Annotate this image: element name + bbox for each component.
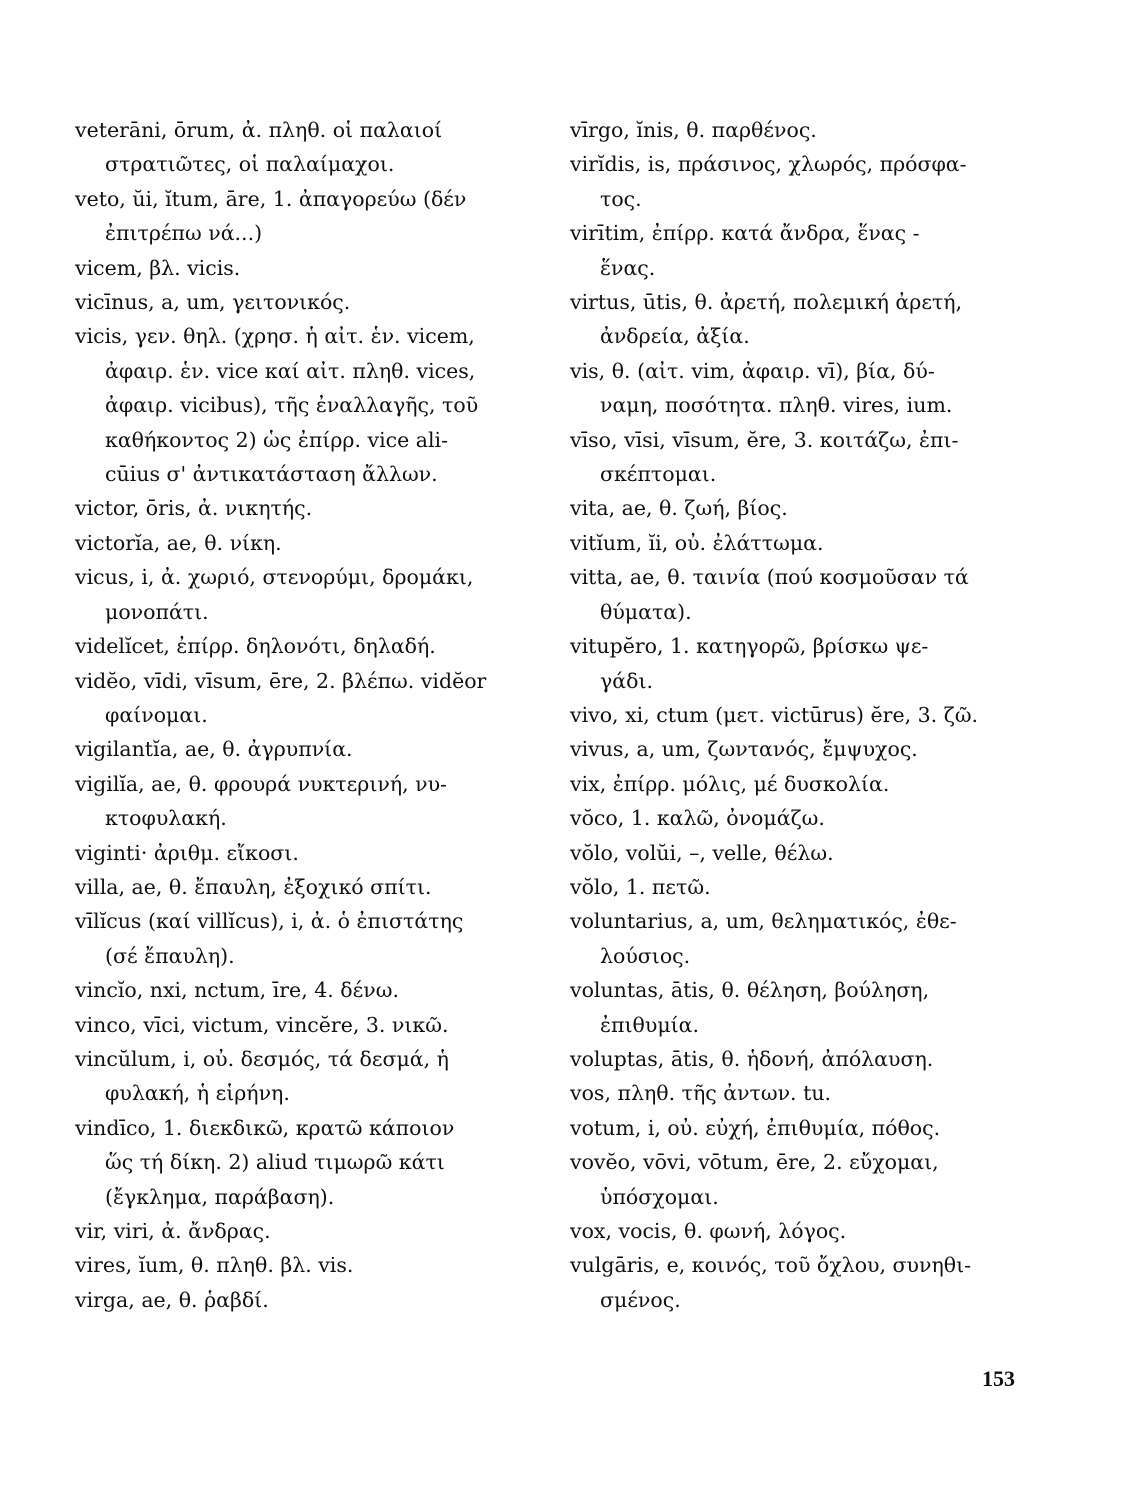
dictionary-entry xyxy=(570,767,1040,801)
entry-headline: vŏlo, volŭi, –, velle, θέλω. xyxy=(570,840,834,865)
dictionary-entry xyxy=(570,1214,1040,1248)
entry-headline: vulgāris, e, κοινός, τοῦ ὄχλου, συνηθι- xyxy=(570,1253,972,1278)
dictionary-entry xyxy=(75,1008,545,1042)
dictionary-entry xyxy=(75,904,545,973)
right-column xyxy=(570,113,1040,1317)
entry-continuation: ναμη, ποσότητα. πληθ. vires, ium. xyxy=(600,393,953,418)
entry-headline: vitta, ae, θ. ταινία (πού κοσμοῦσαν τά xyxy=(570,565,969,590)
dictionary-entry xyxy=(75,870,545,904)
entry-headline: vigilantĭa, ae, θ. ἀγρυπνία. xyxy=(75,737,353,762)
entry-headline: vox, vocis, θ. φωνή, λόγος. xyxy=(570,1219,847,1243)
entry-continuation: ἀφαιρ. ἑν. vice καί αἰτ. πληθ. vices, xyxy=(105,358,476,383)
dictionary-entry xyxy=(570,870,1040,904)
dictionary-entry xyxy=(570,801,1040,835)
dictionary-entry xyxy=(570,1042,1040,1076)
dictionary-entry xyxy=(570,526,1040,560)
entry-headline: viginti· ἀριθμ. εἴκοσι. xyxy=(75,840,299,865)
entry-headline: vix, ἐπίρρ. μόλις, μέ δυσκολία. xyxy=(570,771,890,796)
dictionary-entry xyxy=(75,1111,545,1214)
entry-continuation: ἐπιθυμία. xyxy=(600,1012,700,1037)
entry-continuation: ἐπιτρέπω νά...) xyxy=(105,221,263,246)
entry-continuation: θύματα). xyxy=(600,599,692,624)
entry-continuation: ὑπόσχομαι. xyxy=(600,1184,719,1209)
entry-continuation: ἀνδρεία, ἀξία. xyxy=(600,324,750,349)
dictionary-entry xyxy=(570,973,1040,1042)
entry-headline: vitupĕro, 1. κατηγορῶ, βρίσκω ψε- xyxy=(570,634,929,659)
entry-continuation: ὥς τή δίκη. 2) aliud τιμωρῶ κάτι xyxy=(105,1150,445,1175)
entry-headline: vindīco, 1. διεκδικῶ, κρατῶ κάποιον xyxy=(75,1115,455,1140)
dictionary-entry xyxy=(75,1248,545,1282)
dictionary-entry xyxy=(75,836,545,870)
entry-headline: vir, viri, ἀ. ἄνδρας. xyxy=(75,1219,271,1243)
dictionary-entry xyxy=(570,354,1040,423)
dictionary-entry xyxy=(75,491,545,525)
entry-continuation: λούσιος. xyxy=(600,943,691,968)
entry-headline: vicem, βλ. vicis. xyxy=(75,255,241,280)
entry-headline: victorĭa, ae, θ. νίκη. xyxy=(75,530,282,555)
dictionary-entry xyxy=(570,698,1040,732)
page-number: 153 xyxy=(982,1366,1015,1391)
entry-headline: vos, πληθ. τῆς ἀντων. tu. xyxy=(570,1081,832,1106)
dictionary-entry xyxy=(570,1076,1040,1110)
dictionary-entry xyxy=(75,319,545,491)
dictionary-entry xyxy=(75,182,545,251)
entry-headline: vīrgo, ĭnis, θ. παρθένος. xyxy=(570,118,817,142)
dictionary-entry xyxy=(75,251,545,285)
entry-continuation: καθήκοντος 2) ὡς ἐπίρρ. vice ali- xyxy=(105,427,449,452)
entry-headline: vitĭum, ĭi, οὐ. ἐλάττωμα. xyxy=(570,530,824,555)
dictionary-entry xyxy=(570,147,1040,216)
entry-continuation: cūius σ' ἀντικατάσταση ἄλλων. xyxy=(105,462,438,487)
entry-continuation: φυλακή, ἡ εἱρήνη. xyxy=(105,1081,290,1106)
dictionary-entry xyxy=(75,732,545,766)
entry-headline: vincŭlum, i, οὐ. δεσμός, τά δεσμά, ἡ xyxy=(75,1046,449,1071)
entry-continuation: γάδι. xyxy=(600,668,653,693)
entry-headline: vīso, vīsi, vīsum, ĕre, 3. κοιτάζω, ἐπι- xyxy=(570,427,959,452)
entry-headline: vinco, vīci, victum, vincĕre, 3. νικῶ. xyxy=(75,1012,449,1037)
dictionary-entry xyxy=(570,732,1040,766)
entry-headline: vŏco, 1. καλῶ, ὀνομάζω. xyxy=(570,806,825,831)
entry-continuation: (σέ ἔπαυλη). xyxy=(105,943,235,968)
entry-headline: virĭdis, is, πράσινος, χλωρός, πρόσφα- xyxy=(570,152,967,177)
dictionary-entry xyxy=(75,1042,545,1111)
entry-continuation: ἀφαιρ. vicibus), τῆς ἐναλλαγῆς, τοῦ xyxy=(105,393,479,418)
entry-headline: votum, i, οὐ. εὐχή, ἐπιθυμία, πόθος. xyxy=(570,1115,941,1140)
entry-headline: vidĕo, vīdi, vīsum, ēre, 2. βλέπω. vidĕor xyxy=(75,668,487,693)
left-column xyxy=(75,113,545,1317)
entry-headline: veto, ŭi, ĭtum, āre, 1. ἀπαγορεύω (δέν xyxy=(75,186,467,211)
entry-continuation: φαίνομαι. xyxy=(105,702,208,727)
entry-headline: victor, ōris, ἀ. νικητής. xyxy=(75,496,313,521)
entry-headline: voluntarius, a, um, θεληματικός, ἐθε- xyxy=(570,909,957,934)
entry-headline: virītim, ἐπίρρ. κατά ἄνδρα, ἕνας - xyxy=(570,221,920,246)
entry-headline: vicis, γεν. θηλ. (χρησ. ἡ αἰτ. ἑν. vicem, xyxy=(75,324,475,349)
dictionary-entry xyxy=(570,423,1040,492)
dictionary-entry xyxy=(75,629,545,663)
entry-headline: veterāni, ōrum, ἀ. πληθ. οἱ παλαιοί xyxy=(75,118,443,142)
dictionary-entry xyxy=(570,216,1040,285)
entry-headline: virtus, ūtis, θ. ἀρετή, πολεμική ἀρετή, xyxy=(570,290,963,315)
entry-headline: vicīnus, a, um, γειτονικός. xyxy=(75,290,351,315)
entry-headline: vīlĭcus (καί villĭcus), i, ἀ. ὁ ἐπιστάτης xyxy=(75,909,464,934)
entry-headline: vivo, xi, ctum (μετ. victūrus) ĕre, 3. ζῶ. xyxy=(570,702,979,727)
dictionary-entry xyxy=(570,491,1040,525)
entry-headline: vires, ĭum, θ. πληθ. βλ. vis. xyxy=(75,1253,354,1278)
entry-continuation: στρατιῶτες, οἱ παλαίμαχοι. xyxy=(105,152,395,177)
entry-headline: videlĭcet, ἐπίρρ. δηλονότι, δηλαδή. xyxy=(75,634,436,659)
dictionary-entry xyxy=(75,664,545,733)
entry-headline: vovĕo, vōvi, vōtum, ēre, 2. εὔχομαι, xyxy=(570,1150,939,1175)
dictionary-entry xyxy=(570,1111,1040,1145)
entry-headline: voluptas, ātis, θ. ἡδονή, ἀπόλαυση. xyxy=(570,1046,934,1071)
entry-continuation: μονοπάτι. xyxy=(105,599,209,624)
entry-headline: voluntas, ātis, θ. θέληση, βούληση, xyxy=(570,978,930,1003)
entry-headline: vivus, a, um, ζωντανός, ἔμψυχος. xyxy=(570,737,918,762)
dictionary-entry xyxy=(75,526,545,560)
entry-continuation: ἕνας. xyxy=(600,255,656,280)
entry-headline: vigilĭa, ae, θ. φρουρά νυκτερινή, νυ- xyxy=(75,771,447,796)
entry-continuation: (ἔγκλημα, παράβαση). xyxy=(105,1184,335,1209)
entry-headline: vicus, i, ἀ. χωριό, στενορύμι, δρομάκι, xyxy=(75,565,474,590)
entry-headline: virga, ae, θ. ῥαβδί. xyxy=(75,1287,269,1312)
dictionary-entry xyxy=(570,560,1040,629)
entry-continuation: σμένος. xyxy=(600,1287,681,1312)
dictionary-entry xyxy=(75,1214,545,1248)
dictionary-entry xyxy=(75,560,545,629)
entry-headline: vita, ae, θ. ζωή, βίος. xyxy=(570,496,788,521)
dictionary-entry xyxy=(75,973,545,1007)
dictionary-entry xyxy=(75,1283,545,1317)
entry-headline: vŏlo, 1. πετῶ. xyxy=(570,874,711,899)
entry-continuation: σκέπτομαι. xyxy=(600,462,717,487)
entry-headline: vis, θ. (αἰτ. vim, ἀφαιρ. vī), βία, δύ- xyxy=(570,358,935,383)
dictionary-entry xyxy=(75,113,545,182)
entry-continuation: κτοφυλακή. xyxy=(105,806,227,831)
dictionary-entry xyxy=(570,285,1040,354)
dictionary-entry xyxy=(570,904,1040,973)
dictionary-entry xyxy=(570,836,1040,870)
dictionary-entry xyxy=(75,285,545,319)
dictionary-entry xyxy=(570,1145,1040,1214)
entry-continuation: τος. xyxy=(600,186,642,211)
dictionary-entry xyxy=(570,113,1040,147)
dictionary-entry xyxy=(570,629,1040,698)
entry-headline: villa, ae, θ. ἔπαυλη, ἐξοχικό σπίτι. xyxy=(75,874,432,899)
entry-headline: vincĭo, nxi, nctum, īre, 4. δένω. xyxy=(75,978,399,1003)
dictionary-entry xyxy=(75,767,545,836)
dictionary-entry xyxy=(570,1248,1040,1317)
